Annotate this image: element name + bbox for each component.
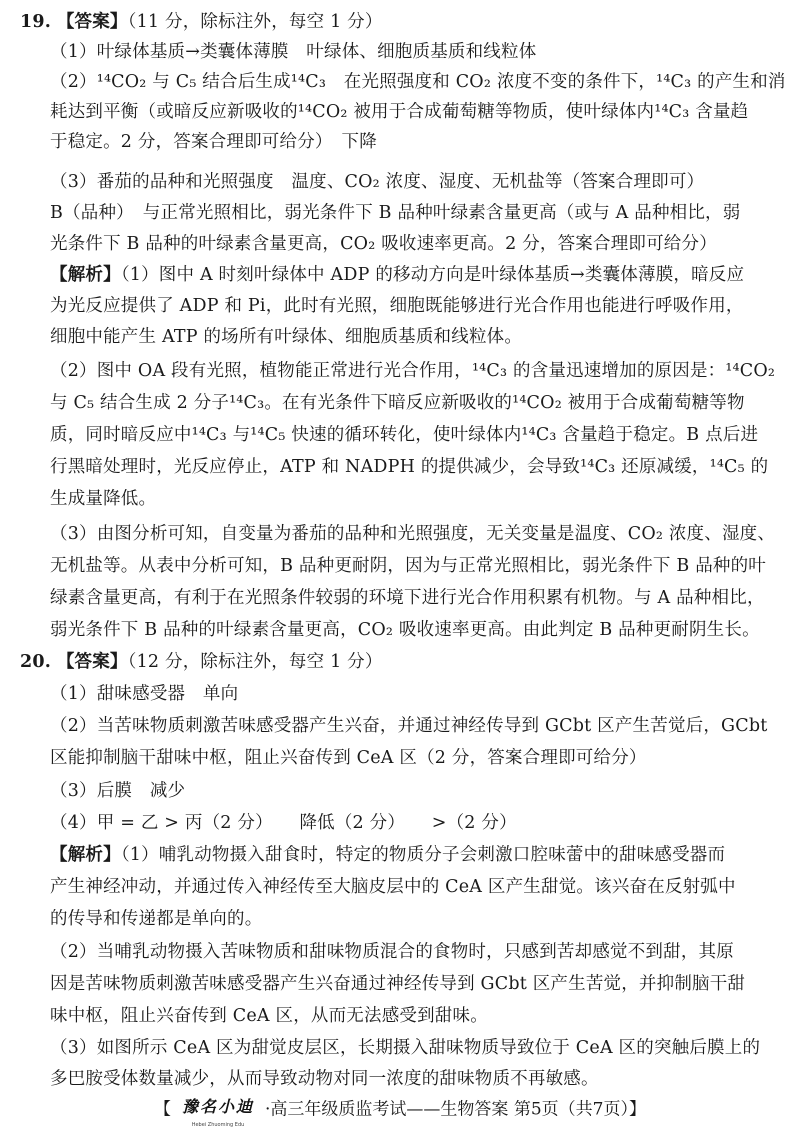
q20-analysis-1-line3: 的传导和传递都是单向的。: [50, 909, 263, 929]
q20-analysis-2-line3: 味中枢，阻止兴奋传到 CeA 区，从而无法感受到甜味。: [50, 1006, 488, 1026]
q20-analysis-1-line1: [50, 844, 725, 866]
q19-analysis-1-line2: 为光反应提供了 ADP 和 Pi，此时有光照，细胞既能够进行光合作用也能进行呼吸作用，: [50, 296, 744, 316]
q20-answer-2-line2: 区能抑制脑干甜味中枢，阻止兴奋传到 CeA 区（2 分，答案合理即可给分）: [50, 748, 647, 768]
brand-logo-subtitle: Hebei Zhuoming Edu: [191, 1122, 245, 1128]
q19-answer-3-line2: B（品种） 与正常光照相比，弱光条件下 B 品种叶绿素含量更高（或与 A 品种相比，弱: [50, 203, 741, 223]
footer-bracket-left: 【: [154, 1099, 172, 1120]
footer-page-number: 第5页（共7页）: [513, 1099, 629, 1120]
brand-logo: [175, 1097, 261, 1128]
q19-answer-3-line1: （3）番茄的品种和光照强度 温度、CO₂ 浓度、湿度、无机盐等（答案合理即可）: [50, 172, 705, 192]
q20-answer-4: （4）甲 = 乙 > 丙（2 分） 降低（2 分） >（2 分）: [50, 813, 517, 833]
q20-answer-tag: 【答案】: [56, 652, 128, 672]
q20-answer-3: （3）后膜 减少: [50, 781, 186, 801]
q20-answer-1: （1）甜味感受器 单向: [50, 684, 239, 704]
q20-analysis-3-line2: 多巴胺受体数量减少，从而导致动物对同一浓度的甜味物质不再敏感。: [50, 1069, 599, 1089]
q19-analysis-2-line2: 与 C₅ 结合生成 2 分子¹⁴C₃。在有光条件下暗反应新吸收的¹⁴CO₂ 被用于合成葡萄糖等物: [50, 393, 745, 413]
q20-answer-2-line1: （2）当苦味物质刺激苦味感受器产生兴奋，并通过神经传导到 GCbt 区产生苦觉后，GCbt: [50, 716, 768, 736]
q20-number: 20.: [20, 652, 52, 672]
q19-analysis-2-line1: （2）图中 OA 段有光照，植物能正常进行光合作用，¹⁴C₃ 的含量迅速增加的原因是：¹⁴CO₂: [50, 361, 776, 381]
q20-analysis-tag: 【解析】: [50, 845, 121, 865]
q19-answer-tag: 【答案】: [56, 12, 128, 32]
q20-analysis-2-line2: 因是苦味物质刺激苦味感受器产生兴奋通过神经传导到 GCbt 区产生苦觉，并抑制脑干甜: [50, 974, 746, 994]
q20-score-note: （12 分，除标注外，每空 1 分）: [127, 652, 383, 672]
q19-answer-3-line3: 光条件下 B 品种的叶绿素含量更高，CO₂ 吸收速率更高。2 分，答案合理即可给分）: [50, 234, 717, 254]
q20-analysis-1-text: （1）哺乳动物摄入甜食时，特定的物质分子会刺激口腔味蕾中的甜味感受器而: [120, 845, 726, 865]
page-footer: [0, 1097, 800, 1128]
q19-analysis-2-line3: 质，同时暗反应中¹⁴C₃ 与¹⁴C₅ 快速的循环转化，使叶绿体内¹⁴C₃ 含量趋于稳定。B 点后进: [50, 425, 759, 445]
footer-exam-title: ·高三年级质监考试——生物答案: [265, 1099, 509, 1120]
q19-analysis-2-line5: 生成量降低。: [50, 489, 157, 509]
q19-analysis-tag: 【解析】: [50, 265, 121, 285]
q19-analysis-3-line4: 弱光条件下 B 品种的叶绿素含量更高，CO₂ 吸收速率更高。由此判定 B 品种更耐阴生长。: [50, 620, 760, 640]
q20-header: [20, 651, 383, 673]
footer-bracket-right: 】: [628, 1099, 646, 1120]
q19-analysis-1-line1: [50, 264, 744, 286]
q19-number: 19.: [20, 12, 52, 32]
q19-answer-2-line1: （2）¹⁴CO₂ 与 C₅ 结合后生成¹⁴C₃ 在光照强度和 CO₂ 浓度不变的条件下，¹⁴C₃ 的产生和消: [50, 72, 786, 92]
q19-answer-2-line3: 于稳定。2 分，答案合理即可给分） 下降: [50, 132, 377, 152]
q20-analysis-1-line2: 产生神经冲动，并通过传入神经传至大脑皮层中的 CeA 区产生甜觉。该兴奋在反射弧中: [50, 877, 736, 897]
q20-analysis-3-line1: （3）如图所示 CeA 区为甜觉皮层区，长期摄入甜味物质导致位于 CeA 区的突触后膜上的: [50, 1038, 761, 1058]
q19-analysis-3-line2: 无机盐等。从表中分析可知，B 品种更耐阴，因为与正常光照相比，弱光条件下 B 品种的叶: [50, 556, 767, 576]
q19-score-note: （11 分，除标注外，每空 1 分）: [127, 12, 383, 32]
q19-analysis-3-line3: 绿素含量更高，有利于在光照条件较弱的环境下进行光合作用积累有机物。与 A 品种相比，: [50, 588, 765, 608]
brand-logo-name: 豫名小迪: [182, 1097, 255, 1116]
q19-analysis-2-line4: 行黑暗处理时，光反应停止，ATP 和 NADPH 的提供减少，会导致¹⁴C₃ 还原减缓，¹⁴C₅ 的: [50, 457, 769, 477]
q19-analysis-1-text: （1）图中 A 时刻叶绿体中 ADP 的移动方向是叶绿体基质→类囊体薄膜，暗反应: [120, 265, 745, 285]
q19-answer-1: （1）叶绿体基质→类囊体薄膜 叶绿体、细胞质基质和线粒体: [50, 42, 537, 62]
q19-answer-2-line2: 耗达到平衡（或暗反应新吸收的¹⁴CO₂ 被用于合成葡萄糖等物质，使叶绿体内¹⁴C₃ 含量趋: [50, 102, 749, 122]
q19-header: [20, 11, 383, 33]
q20-analysis-2-line1: （2）当哺乳动物摄入苦味物质和甜味物质混合的食物时，只感到苦却感觉不到甜，其原: [50, 942, 734, 962]
q19-analysis-3-line1: （3）由图分析可知，自变量为番茄的品种和光照强度，无关变量是温度、CO₂ 浓度、湿度、: [50, 524, 776, 544]
q19-analysis-1-line3: 细胞中能产生 ATP 的场所有叶绿体、细胞质基质和线粒体。: [50, 327, 523, 347]
